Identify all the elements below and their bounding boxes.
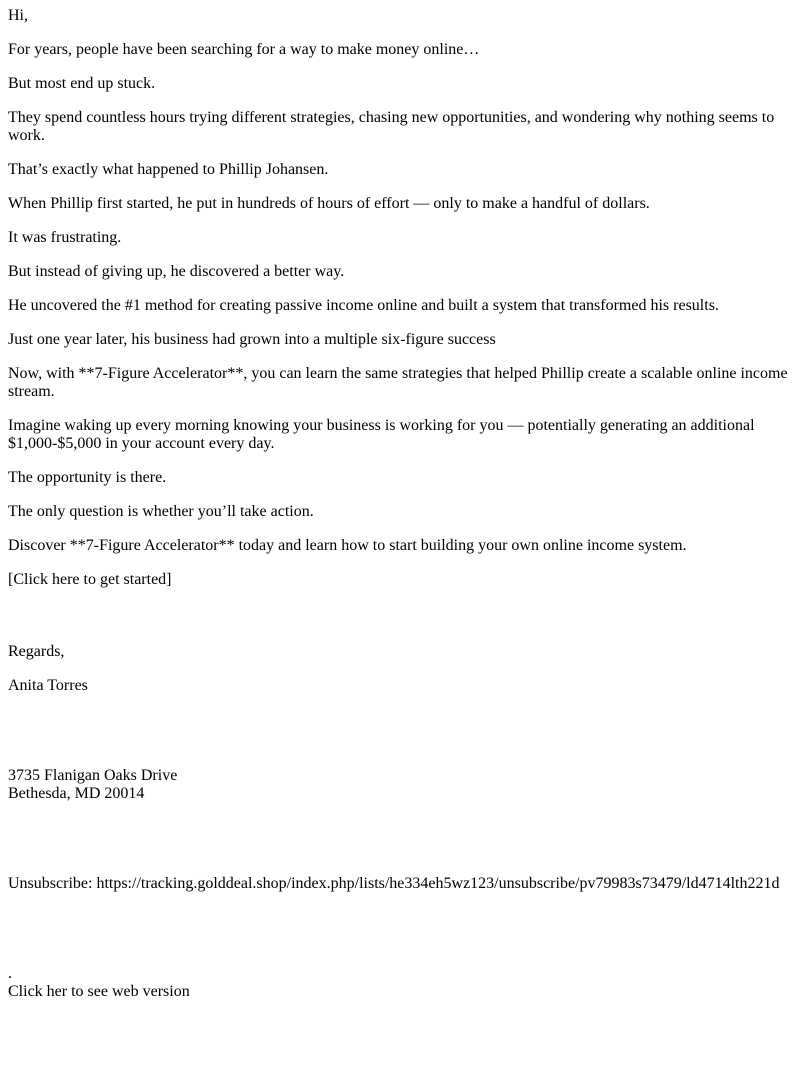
paragraph: The opportunity is there. [8,469,167,486]
unsubscribe-line [8,875,792,893]
footer-dot: . [8,965,12,982]
paragraph: Discover **7-Figure Accelerator** today and learn how to start building your own online income system. [8,537,687,554]
cta-link[interactable]: [Click here to get started] [8,571,172,588]
paragraph: Just one year later, his business had grown into a multiple six-figure success [8,331,496,348]
paragraph: Imagine waking up every morning knowing your business is working for you — potentially generating an additional $1,000-$5,000 in your account every day. [8,417,755,452]
signoff: Regards, [8,643,65,660]
address-line-1: 3735 Flanigan Oaks Drive [8,767,178,784]
sender-name: Anita Torres [8,677,88,694]
paragraph: That’s exactly what happened to Phillip Johansen. [8,161,329,178]
address-line-2: Bethesda, MD 20014 [8,785,145,802]
paragraph: For years, people have been searching for a way to make money online… [8,41,480,58]
paragraph: But most end up stuck. [8,75,156,92]
paragraph: He uncovered the #1 method for creating passive income online and built a system that transformed his results. [8,297,719,314]
paragraph: It was frustrating. [8,229,122,246]
paragraph: But instead of giving up, he discovered a better way. [8,263,345,280]
paragraph: The only question is whether you’ll take action. [8,503,314,520]
greeting: Hi, [8,7,28,24]
paragraph: When Phillip first started, he put in hundreds of hours of effort — only to make a handful of dollars. [8,195,650,212]
email-body [0,7,800,1001]
web-version-link[interactable]: Click her to see web version [8,983,190,1000]
unsubscribe-label: Unsubscribe: [8,875,93,892]
footer [8,965,792,1001]
paragraph: Now, with **7-Figure Accelerator**, you can learn the same strategies that helped Phillip create a scalable online income stream. [8,365,788,400]
unsubscribe-link[interactable]: https://tracking.golddeal.shop/index.php/lists/he334eh5wz123/unsubscribe/pv79983s73479/ld4714lth221d [96,875,780,892]
paragraph: They spend countless hours trying different strategies, chasing new opportunities, and wondering why nothing seems to work. [8,109,775,144]
postal-address [8,767,792,803]
